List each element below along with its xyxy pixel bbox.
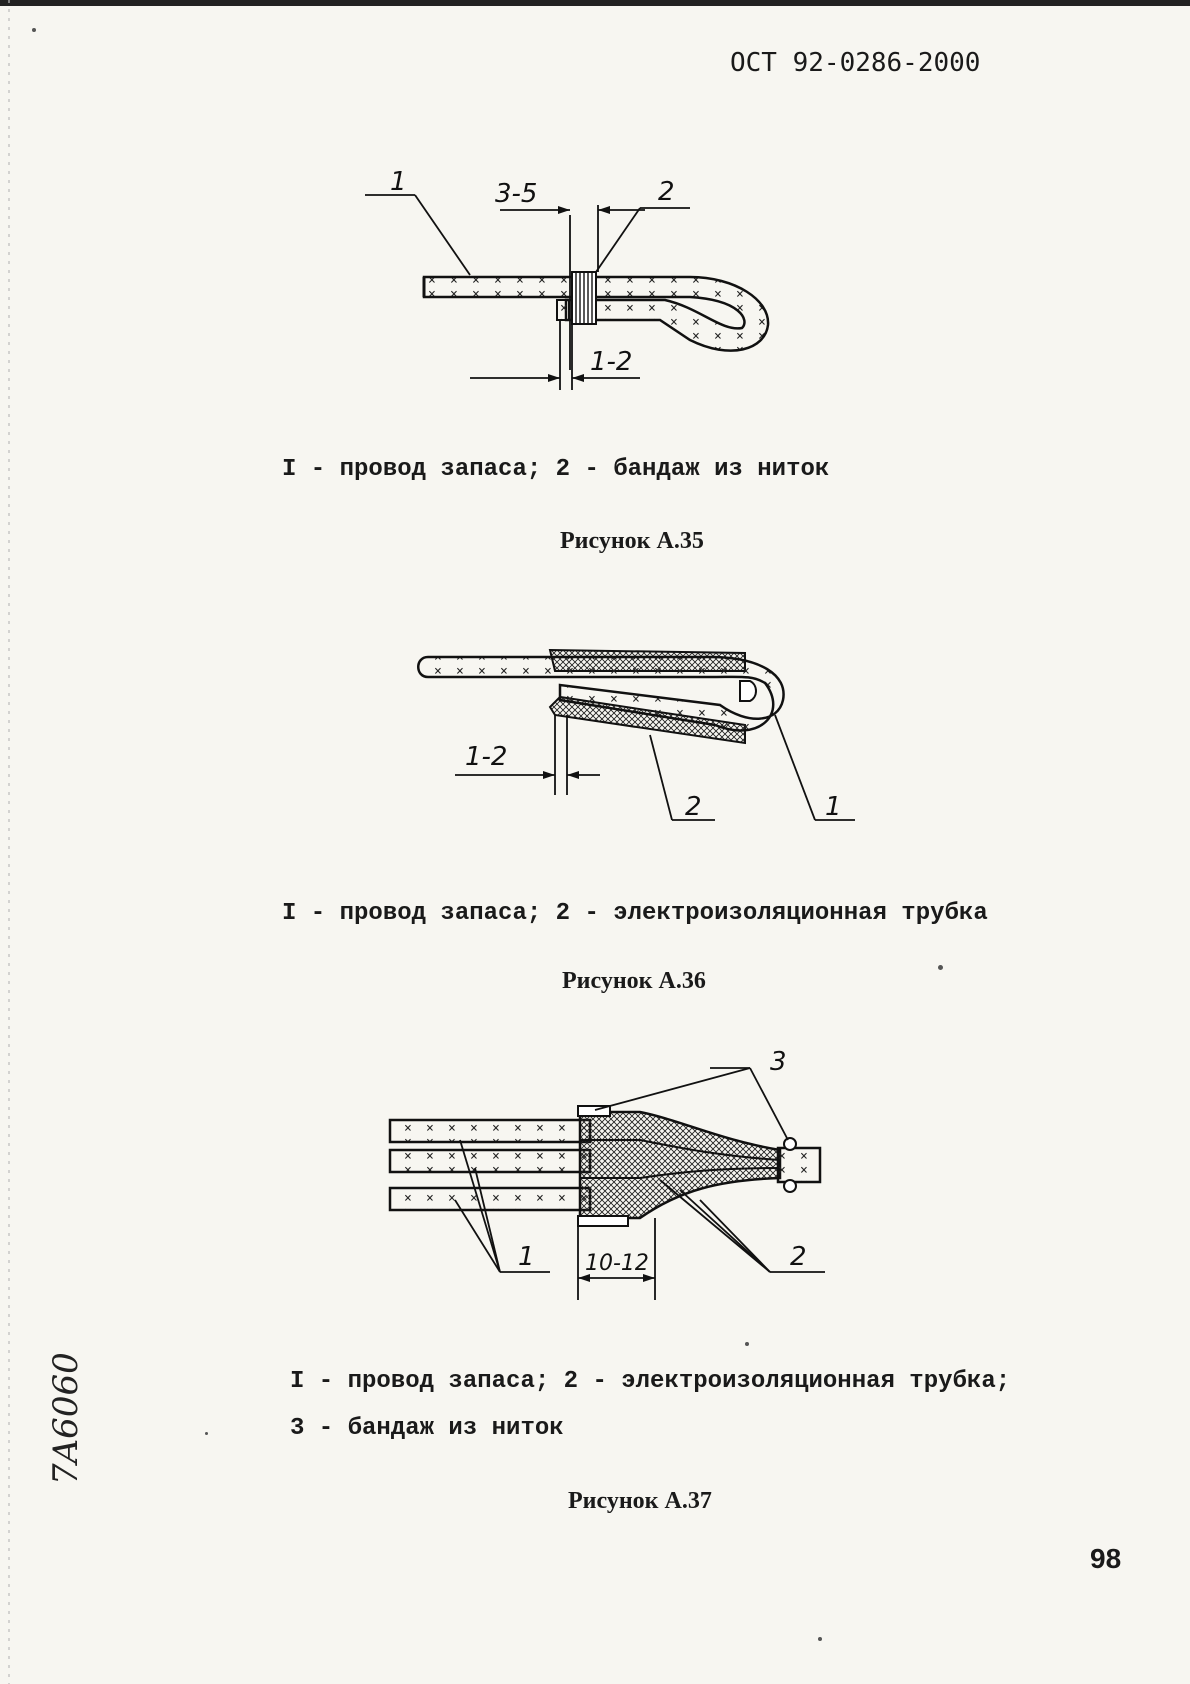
page-number: 98 [1090,1543,1122,1574]
scan-speck [32,28,36,32]
figure-a37-drawing [380,1050,850,1300]
scan-speck [938,965,943,970]
fig37-legend-line2: 3 - бандаж из ниток [290,1415,564,1442]
figure-a35-drawing [360,160,800,410]
document-code: ОСТ 92-0286-2000 [730,48,981,78]
inventory-handwritten-note: 7A6060 [46,1352,86,1485]
wire-1 [390,1120,590,1142]
figure-a36-drawing [410,635,870,840]
fig37-legend-line1: I - провод запаса; 2 - электроизоляционная трубка; [290,1368,1011,1395]
fig35-title: Рисунок А.35 [560,528,704,554]
fig37-label-1: 1 [518,1242,535,1272]
fig35-label-1: 1 [390,167,407,197]
fig35-dim-bottom: 1-2 [590,347,633,377]
scan-speck [205,1432,208,1435]
top-border [0,0,1190,6]
wire-2 [390,1150,590,1172]
thread-bandage-tip-top [784,1138,796,1150]
fig35-dim-top: 3-5 [495,179,538,209]
thread-bandage-tip-bottom [784,1180,796,1192]
fig36-label-1: 1 [825,792,842,822]
fig36-legend: I - провод запаса; 2 - электроизоляционная трубка [282,900,988,927]
left-scan-edge [8,0,10,1684]
fig35-label-2: 2 [658,177,675,207]
insulating-tube [580,1112,780,1218]
fig36-label-2: 2 [685,792,702,822]
wire-3 [390,1188,590,1210]
fig37-title: Рисунок А.37 [568,1488,712,1514]
wire-lower-stub [557,300,569,320]
bundle-tip [778,1148,820,1182]
fig36-dim-bottom: 1-2 [465,742,508,772]
scan-speck [818,1637,822,1641]
fig37-label-3: 3 [770,1050,787,1077]
fig37-dim-bottom: 10-12 [585,1251,649,1276]
fig35-legend: I - провод запаса; 2 - бандаж из ниток [282,456,830,483]
fig37-label-2: 2 [790,1242,807,1272]
thread-bandage-bottom [578,1216,628,1226]
fig36-title: Рисунок А.36 [562,968,706,994]
scan-speck [745,1342,749,1346]
